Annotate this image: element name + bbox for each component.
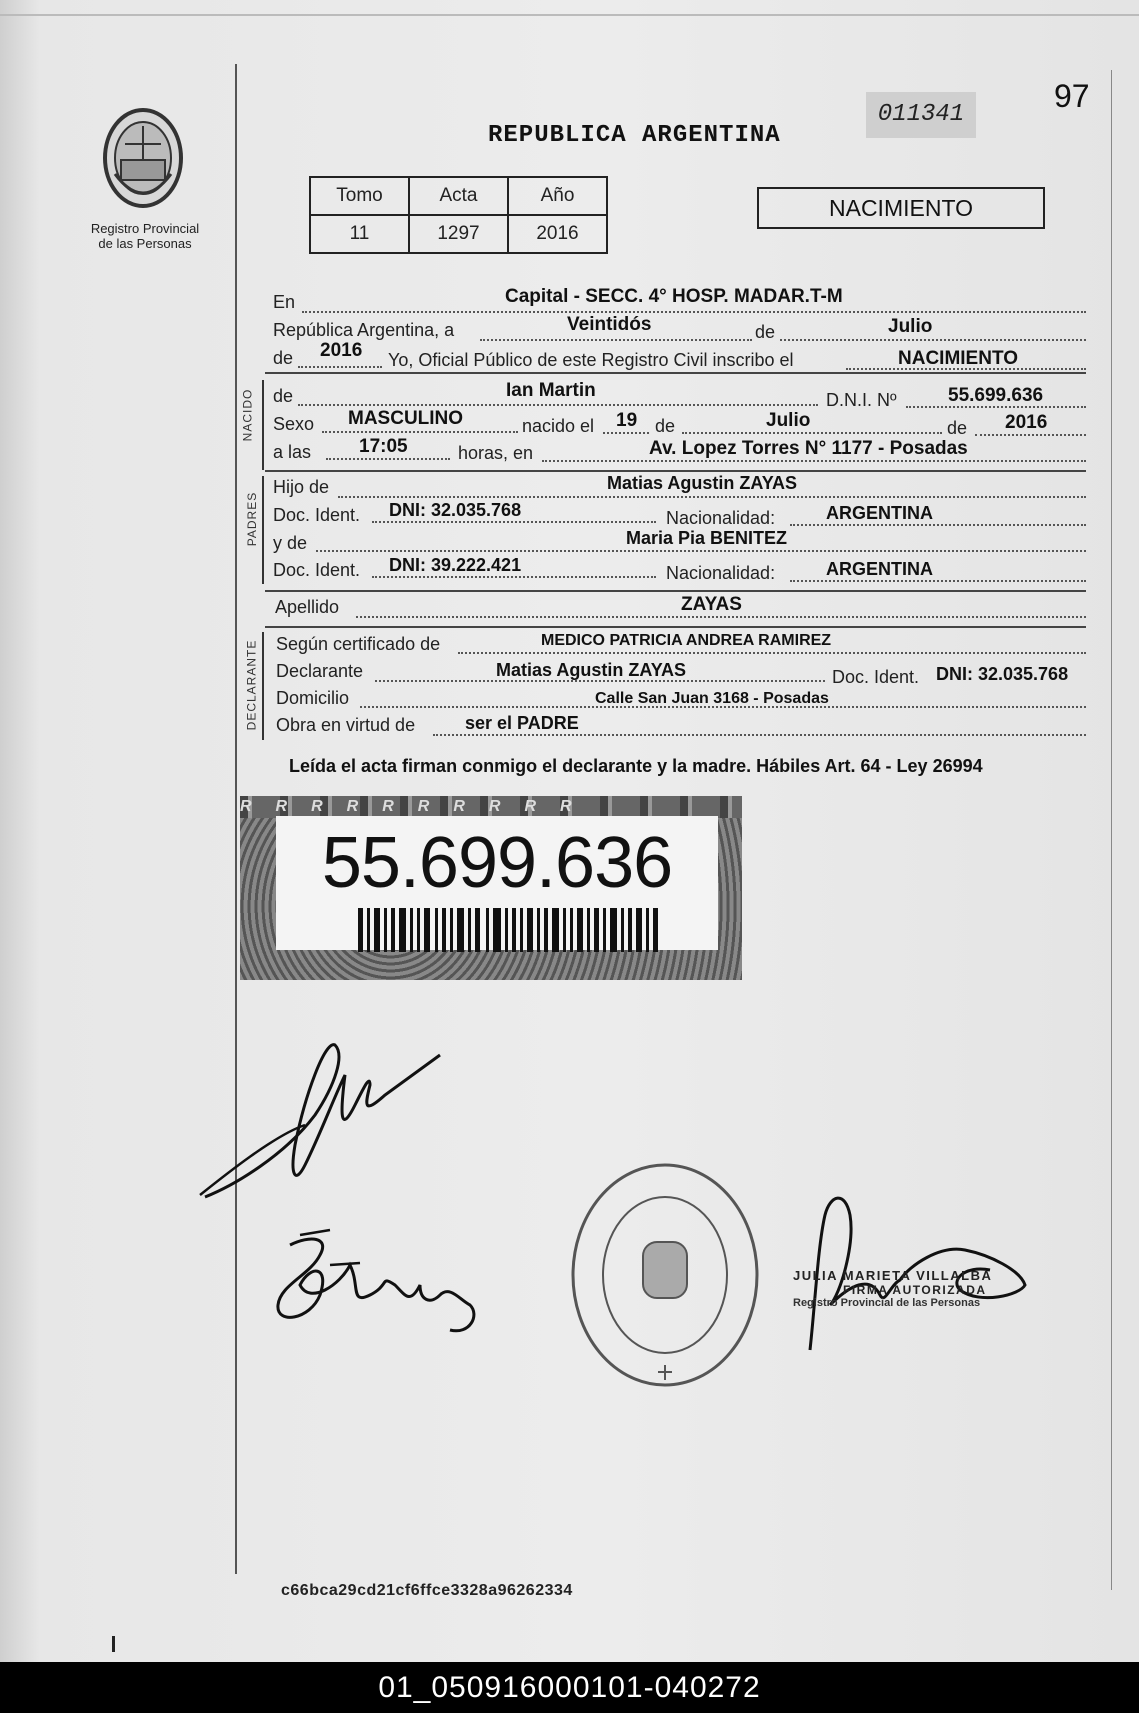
dots: [458, 652, 1086, 654]
dots: [542, 460, 1086, 462]
horas-label: horas, en: [458, 443, 534, 463]
official-role: FIRMA AUTORIZADA: [843, 1283, 987, 1297]
obra-value: ser el PADRE: [465, 713, 579, 733]
padres-section-label: PADRES: [245, 491, 260, 547]
declarante-doc-label: Doc. Ident.: [832, 667, 920, 687]
father-doc: DNI: 32.035.768: [389, 500, 522, 520]
left-margin-line: [235, 64, 237, 1574]
dots: [338, 496, 1086, 498]
record-type-value: NACIMIENTO: [898, 348, 1018, 369]
birth-place: Av. Lopez Torres N° 1177 - Posadas: [649, 438, 968, 459]
nacido-bracket: [262, 380, 264, 470]
cert-value: MEDICO PATRICIA ANDREA RAMIREZ: [541, 632, 832, 649]
obra-label: Obra en virtud de: [276, 715, 416, 735]
mother-name: Maria Pia BENITEZ: [626, 528, 788, 548]
record-type-box: NACIMIENTO: [757, 187, 1045, 229]
declarante-name: Matias Agustin ZAYAS: [496, 660, 687, 680]
mother-signature: [270, 1225, 500, 1345]
section-divider: [265, 590, 1086, 592]
place-value: Capital - SECC. 4° HOSP. MADAR.T-M: [505, 286, 843, 307]
declarante-section-label: DECLARANTE: [244, 639, 259, 731]
domicilio-label: Domicilio: [276, 688, 350, 708]
dots: [433, 734, 1086, 736]
de-label: de: [755, 322, 776, 342]
legal-text: Leída el acta firman conmigo el declarante y la madre. Hábiles Art. 64 - Ley 26994: [289, 756, 983, 776]
birth-day: 19: [616, 410, 638, 431]
bottom-tick: [112, 1636, 115, 1652]
section-divider: [265, 470, 1086, 472]
sticker-pattern-band: RRRRRRRRRR: [240, 796, 742, 818]
tomo-acta-anio-table: [309, 176, 608, 254]
declarante-bracket: [262, 632, 264, 740]
nacido-el-label: nacido el: [522, 416, 595, 436]
dots: [302, 311, 1086, 313]
republica-label: República Argentina, a: [273, 320, 455, 340]
mother-nat-label: Nacionalidad:: [666, 563, 776, 583]
dots: [372, 521, 656, 523]
misiones-coat-of-arms-logo: [95, 104, 191, 216]
dots: [316, 550, 1086, 552]
day-value: Veintidós: [567, 314, 652, 335]
dots: [356, 616, 1086, 618]
declarante-label: Declarante: [276, 661, 364, 681]
birth-time: 17:05: [359, 436, 408, 457]
dots: [790, 524, 1086, 526]
right-margin-line: [1111, 70, 1112, 1590]
official-stamp: [793, 1268, 1043, 1309]
month-value: Julio: [888, 316, 933, 337]
child-name: Ian Martin: [506, 380, 596, 401]
dots: [790, 580, 1086, 582]
footer-bar: [0, 1662, 1139, 1713]
anio-value: 2016: [508, 215, 607, 253]
table-value-row: [310, 215, 607, 253]
anio-header: Año: [508, 177, 607, 215]
sticker-label: [276, 816, 718, 950]
hijo-de-label: Hijo de: [273, 477, 330, 497]
dni-label: D.N.I. Nº: [826, 390, 897, 410]
barcode-image: [358, 908, 658, 952]
year-value: 2016: [320, 340, 363, 361]
father-nationality: ARGENTINA: [826, 503, 933, 523]
birth-year: 2016: [1005, 412, 1048, 433]
dots: [298, 404, 818, 406]
sexo-label: Sexo: [273, 414, 315, 434]
apellido-value: ZAYAS: [681, 594, 742, 615]
declarante-doc: DNI: 32.035.768: [936, 664, 1069, 684]
table-header-row: [310, 177, 607, 215]
child-dni: 55.699.636: [948, 385, 1044, 406]
page-number: 97: [1054, 78, 1090, 114]
registry-label-line2: de las Personas: [98, 236, 192, 251]
official-text: Yo, Oficial Público de este Registro Civil inscribo el: [388, 350, 794, 370]
registry-oval-seal: [565, 1160, 765, 1390]
dots: [480, 339, 752, 341]
dots: [780, 339, 1086, 341]
top-edge-line: [0, 14, 1139, 16]
mother-doc-label: Doc. Ident.: [273, 560, 361, 580]
nacido-de-label: de: [273, 386, 294, 406]
footer-id: 01_050916000101-040272: [378, 1670, 761, 1704]
y-de-label: y de: [273, 533, 308, 553]
padres-bracket: [262, 476, 264, 584]
de-label: de: [947, 418, 968, 438]
document-hash: c66bca29cd21cf6ffce3328a96262334: [281, 1582, 573, 1599]
dots: [322, 431, 518, 433]
sexo-value: MASCULINO: [348, 408, 464, 429]
tomo-header: Tomo: [310, 177, 409, 215]
acta-header: Acta: [409, 177, 508, 215]
section-divider: [265, 626, 1086, 628]
cert-label: Según certificado de: [276, 634, 441, 654]
dots: [603, 432, 649, 434]
registry-label-line1: Registro Provincial: [90, 221, 200, 236]
father-doc-label: Doc. Ident.: [273, 505, 361, 525]
dots: [298, 366, 382, 368]
declarante-signature: [195, 1035, 445, 1205]
stamp-number: 011341: [866, 92, 976, 138]
dots: [975, 434, 1086, 436]
dots: [372, 576, 656, 578]
section-divider: [265, 372, 1086, 374]
document-title: REPUBLICA ARGENTINA: [488, 122, 781, 149]
mother-nationality: ARGENTINA: [826, 559, 933, 579]
dots: [682, 432, 942, 434]
father-nat-label: Nacionalidad:: [666, 508, 776, 528]
a-las-label: a las: [273, 442, 312, 462]
nacido-section-label: NACIDO: [240, 388, 255, 442]
acta-value: 1297: [409, 215, 508, 253]
apellido-label: Apellido: [275, 597, 340, 617]
registry-label: [80, 221, 210, 251]
dots: [326, 458, 450, 460]
father-name: Matias Agustin ZAYAS: [607, 473, 798, 493]
tomo-value: 11: [310, 215, 409, 253]
en-label: En: [273, 292, 296, 312]
domicilio-value: Calle San Juan 3168 - Posadas: [595, 690, 829, 707]
official-name: JULIA MARIETA VILLALBA: [793, 1268, 993, 1283]
de2-label: de: [273, 348, 294, 368]
sticker-number: 55.699.636: [321, 823, 673, 903]
de-label: de: [655, 416, 676, 436]
birth-month: Julio: [766, 410, 811, 431]
official-registry: Registro Provincial de las Personas: [793, 1297, 981, 1309]
dni-barcode-sticker: [240, 796, 742, 980]
mother-doc: DNI: 39.222.421: [389, 555, 522, 575]
